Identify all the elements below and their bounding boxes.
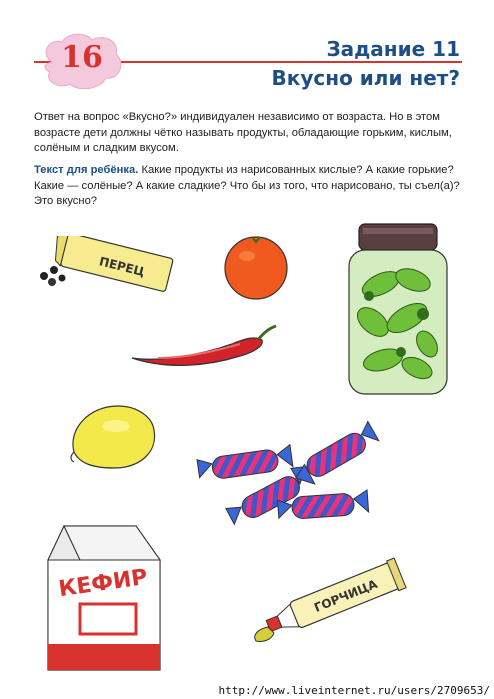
page-title bbox=[272, 36, 460, 91]
task-label: Текст для ребёнка. bbox=[34, 164, 139, 176]
pepper-pack-label: ПЕРЕЦ bbox=[97, 254, 147, 280]
orange-icon bbox=[220, 232, 292, 300]
chili-pepper-icon bbox=[128, 322, 280, 372]
lemon-icon bbox=[66, 400, 160, 474]
task-subtitle: Вкусно или нет? bbox=[271, 66, 460, 90]
task-number: 16 bbox=[61, 40, 103, 75]
child-task-paragraph bbox=[34, 163, 464, 210]
pepper-packet-icon bbox=[34, 236, 184, 296]
source-url: http://www.liveinternet.ru/users/2709653/ bbox=[218, 684, 490, 697]
task-title: Задание 11 bbox=[326, 37, 460, 61]
kefir-carton-icon bbox=[40, 520, 170, 680]
pickle-jar-icon bbox=[343, 222, 453, 400]
candy-icon bbox=[194, 415, 380, 535]
kefir-label: КЕФИР bbox=[57, 564, 150, 603]
intro-paragraph: Ответ на вопрос «Вкусно?» индивидуален независимо от возраста. Но в этом возрасте дети должны чётко называть продукты, обладающие горьким, кислым, солёным и сладким вкусом. bbox=[34, 111, 452, 154]
mustard-tube-icon bbox=[250, 555, 410, 645]
mustard-label: ГОРЧИЦА bbox=[312, 576, 380, 615]
task-text: Какие продукты из нарисованных кислые? А какие горькие? Какие — солёные? А какие сладкие? Что бы из того, что нарисовано, ты съел(а)? Это вкусно? bbox=[34, 164, 460, 207]
